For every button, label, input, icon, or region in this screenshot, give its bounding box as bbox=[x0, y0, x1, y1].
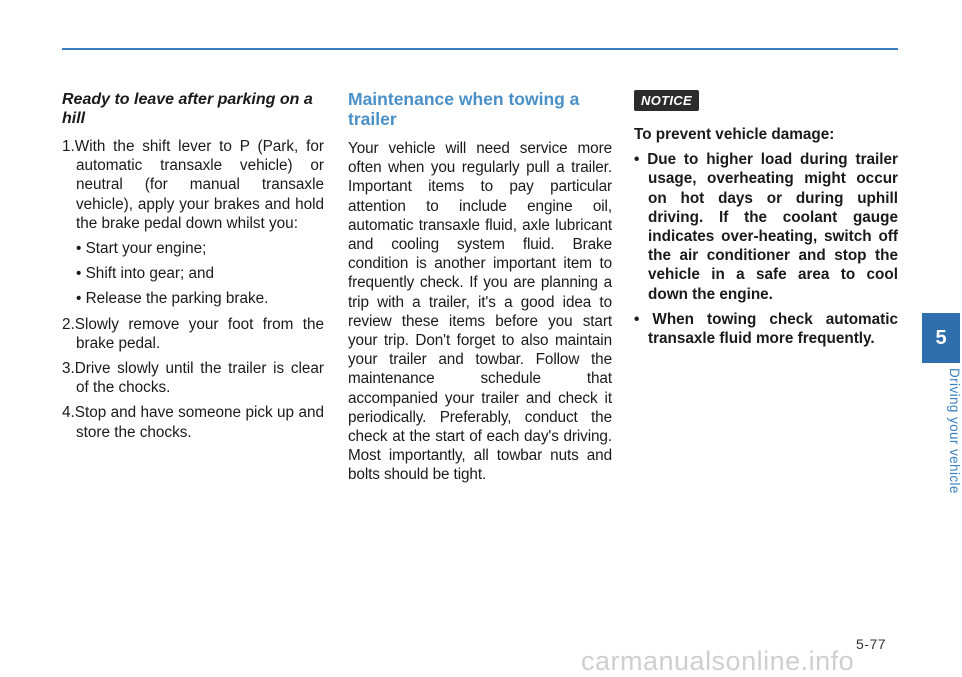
top-rule bbox=[62, 48, 898, 50]
section-subheading: Ready to leave after parking on a hill bbox=[62, 91, 313, 127]
step-3: 3.Drive slowly until the trailer is clear of the chocks. bbox=[62, 360, 324, 397]
section-heading: Maintenance when towing a trailer bbox=[348, 89, 580, 129]
notice-badge: NOTICE bbox=[634, 90, 699, 111]
chapter-tab[interactable] bbox=[922, 313, 960, 363]
notice-bullet-overheating: • Due to higher load during trailer usage, overheating might occur on hot days or during uphill driving. If the coolant gauge indicates over-heating, switch off the air conditioner and stop the vehicle in a safe area to cool down the engine. bbox=[634, 151, 898, 303]
sub-step-release-brake: • Release the parking brake. bbox=[76, 290, 269, 308]
maintenance-paragraph: Your vehicle will need service more often when you regularly pull a trailer. Important items to pay particular attention to include engine oil, automatic transaxle fluid, axle lubricant and cooling system fluid. Brake condition is another important item to frequently check. If you are planning a trip with a trailer, it's a good idea to review these items before you start your trip. Don't forget to also maintain your trailer and towbar. Follow the maintenance schedule that accompanied your trailer and check it periodically. Preferably, conduct the check at the start of each day's driving. Most importantly, all towbar nuts and bolts should be tight. bbox=[348, 140, 612, 484]
step-1: 1.With the shift lever to P (Park, for automatic transaxle vehicle) or neutral (for manual transaxle vehicle), apply your brakes and hold the brake pedal down whilst you: bbox=[62, 138, 324, 232]
middle-column bbox=[348, 90, 612, 485]
right-column bbox=[634, 90, 898, 354]
notice-bullet-transaxle: • When towing check automatic transaxle fluid more frequently. bbox=[634, 310, 898, 348]
step-4: 4.Stop and have someone pick up and store the chocks. bbox=[62, 404, 324, 441]
page-number: 5-77 bbox=[856, 636, 887, 652]
chapter-number: 5 bbox=[935, 326, 947, 349]
watermark: carmanualsonline.info bbox=[581, 646, 855, 676]
notice-title: To prevent vehicle damage: bbox=[634, 126, 835, 143]
sub-step-shift-gear: • Shift into gear; and bbox=[76, 265, 215, 283]
left-column bbox=[62, 90, 324, 448]
step-2: 2.Slowly remove your foot from the brake pedal. bbox=[62, 315, 324, 352]
chapter-title: Driving your vehicle bbox=[947, 368, 962, 494]
sub-step-start-engine: • Start your engine; bbox=[76, 240, 207, 258]
